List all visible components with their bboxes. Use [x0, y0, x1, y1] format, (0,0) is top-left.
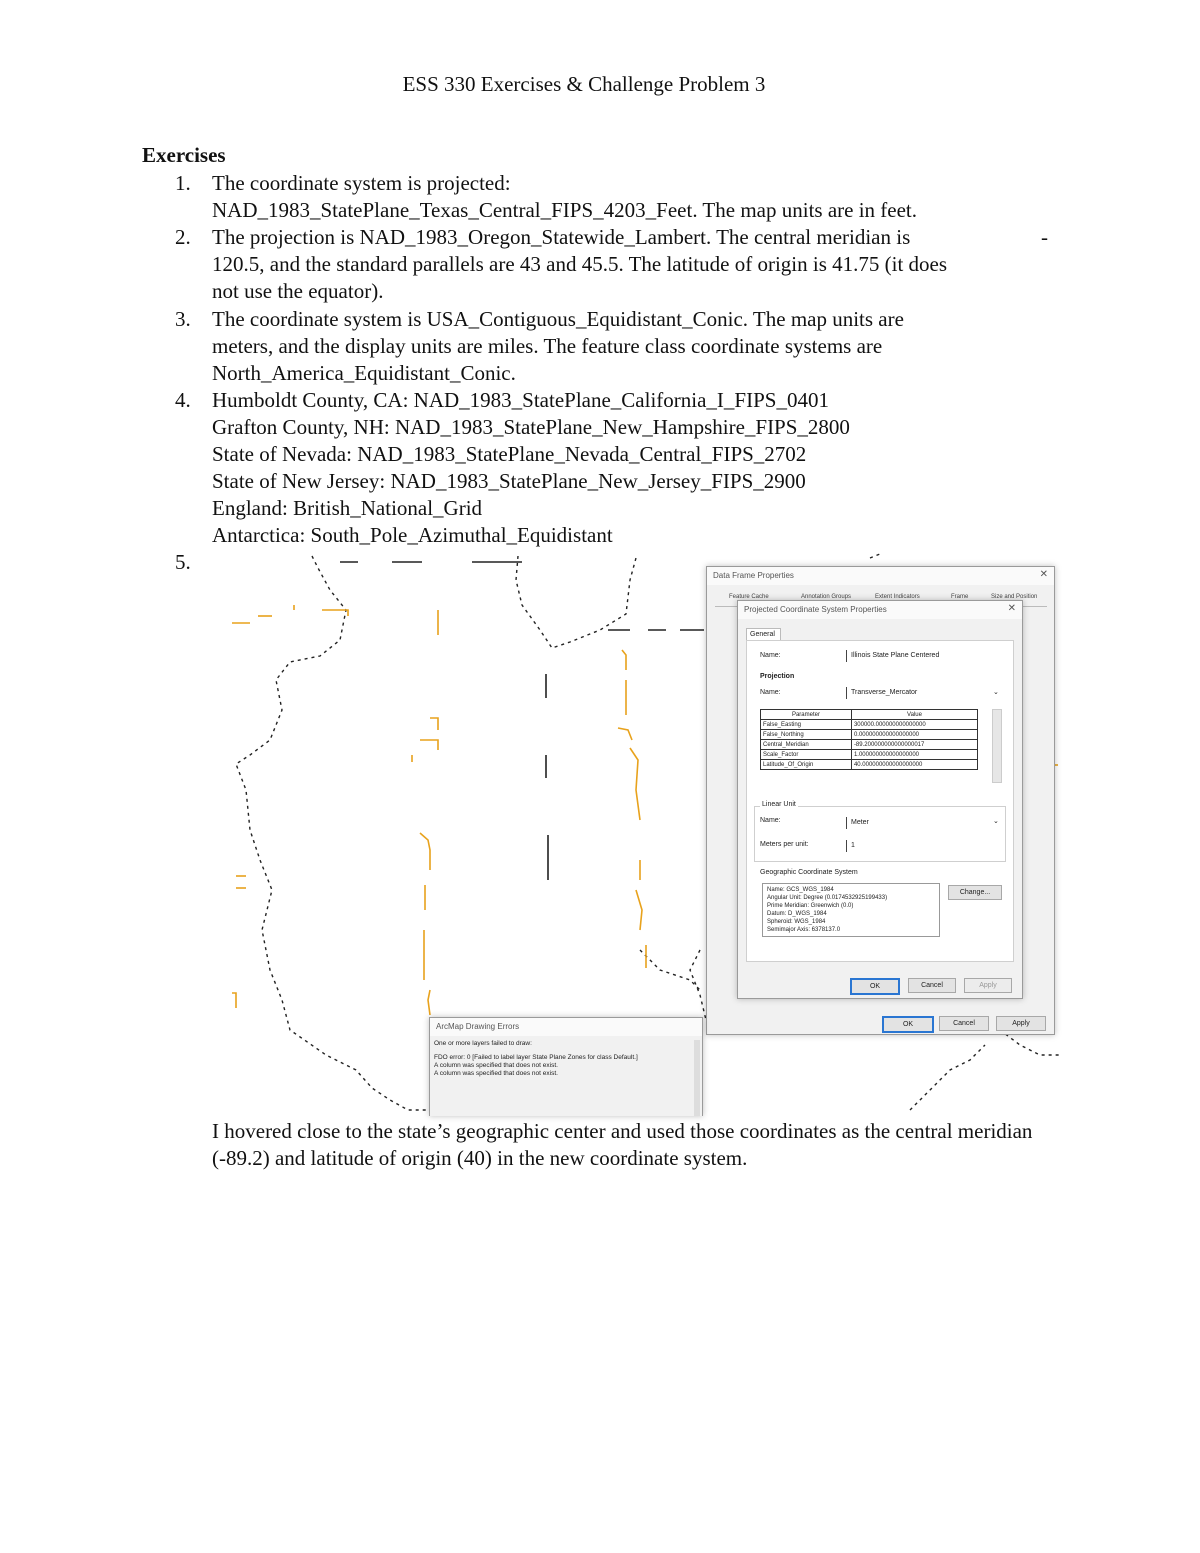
ok-button[interactable]: OK: [882, 1016, 934, 1033]
drawing-errors-dialog: [429, 1017, 703, 1116]
exercise-line: England: British_National_Grid: [212, 496, 483, 520]
gcs-line: Angular Unit: Degree (0.0174532925199433): [767, 895, 888, 901]
tab-general[interactable]: General: [746, 628, 781, 640]
exercise-number: 2.: [175, 225, 191, 249]
error-line: FDO error: 0 [Failed to label layer State Plane Zones for class Default.]: [434, 1054, 638, 1061]
apply-button[interactable]: Apply: [964, 978, 1012, 993]
county-line: [636, 890, 642, 930]
value-header: Value: [851, 710, 977, 720]
parameter-cell: False_Northing: [761, 730, 852, 740]
meters-per-unit-label: Meters per unit:: [760, 841, 809, 848]
table-row[interactable]: [761, 760, 978, 770]
gcs-details: [762, 883, 940, 937]
exercise-line: Humboldt County, CA: NAD_1983_StatePlane_California_I_FIPS_0401: [212, 388, 829, 412]
dialog-title: Projected Coordinate System Properties: [738, 601, 1022, 619]
county-line: [420, 740, 438, 750]
value-cell[interactable]: 1.000000000000000000: [851, 750, 977, 760]
name-label: Name:: [760, 652, 781, 659]
arcmap-screenshot: [0, 550, 1200, 1115]
exercise-number: 1.: [175, 171, 191, 195]
exercise-line: 120.5, and the standard parallels are 43 and 45.5. The latitude of origin is 41.75 (it does: [212, 252, 948, 276]
linear-unit-label: Linear Unit: [762, 801, 796, 808]
county-line: [630, 748, 640, 820]
county-line: [420, 833, 430, 870]
gcs-line: Prime Meridian: Greenwich (0.0): [767, 903, 854, 909]
close-icon[interactable]: ✕: [1039, 569, 1048, 580]
projection-name-label: Name:: [760, 689, 781, 696]
county-line: [622, 650, 626, 670]
exercise-item-2: [175, 224, 1048, 305]
state-boundary: [236, 556, 426, 1110]
exercise-line: State of Nevada: NAD_1983_StatePlane_Nevada_Central_FIPS_2702: [212, 442, 807, 466]
exercise-item-4: [175, 387, 1045, 549]
county-line: [428, 990, 430, 1015]
ok-button[interactable]: OK: [850, 978, 900, 995]
cancel-button[interactable]: Cancel: [908, 978, 956, 993]
river-boundary: [690, 950, 706, 1020]
change-button[interactable]: Change...: [948, 885, 1002, 900]
cancel-button[interactable]: Cancel: [939, 1016, 989, 1031]
projected-cs-properties-dialog: [737, 600, 1023, 999]
meters-per-unit-field[interactable]: 1: [846, 840, 891, 852]
tab-extent-indicators[interactable]: Extent Indicators: [875, 594, 920, 600]
table-scrollbar[interactable]: [992, 709, 1002, 783]
exercise-line: Antarctica: South_Pole_Azimuthal_Equidistant: [212, 523, 613, 547]
gcs-line: Name: GCS_WGS_1984: [767, 887, 834, 893]
table-row[interactable]: [761, 750, 978, 760]
exercise-line: The coordinate system is projected:: [212, 171, 511, 195]
value-cell[interactable]: 0.000000000000000000: [851, 730, 977, 740]
parameter-cell: Latitude_Of_Origin: [761, 760, 852, 770]
exercise-line: The coordinate system is USA_Contiguous_Equidistant_Conic. The map units are: [212, 307, 904, 331]
exercise-line: North_America_Equidistant_Conic.: [212, 361, 516, 385]
linear-unit-panel: [754, 806, 1006, 862]
error-line: A column was specified that does not exist.: [434, 1062, 558, 1069]
error-scrollbar[interactable]: [694, 1040, 700, 1116]
river-boundary: [870, 554, 880, 558]
error-line: One or more layers failed to draw:: [434, 1040, 532, 1047]
tab-size-position[interactable]: Size and Position: [991, 594, 1038, 600]
river-boundary: [640, 950, 700, 990]
exercise-line: State of New Jersey: NAD_1983_StatePlane_New_Jersey_FIPS_2900: [212, 469, 806, 493]
exercise-line: The projection is NAD_1983_Oregon_Statewide_Lambert. The central meridian is -: [212, 225, 1048, 249]
gcs-line: Semimajor Axis: 6378137.0: [767, 927, 841, 933]
trailing-dash: -: [1041, 225, 1048, 249]
exercise-number: 4.: [175, 388, 191, 412]
table-row[interactable]: [761, 730, 978, 740]
projection-label: Projection: [760, 673, 795, 680]
parameter-cell: Scale_Factor: [761, 750, 852, 760]
dialog-title: ArcMap Drawing Errors: [430, 1018, 702, 1036]
county-line: [618, 728, 632, 740]
exercise-item-1: [175, 170, 1045, 224]
tab-frame[interactable]: Frame: [951, 594, 969, 600]
gcs-label: Geographic Coordinate System: [760, 869, 858, 876]
value-cell[interactable]: 300000.000000000000000: [851, 720, 977, 730]
county-line: [322, 610, 348, 616]
table-row[interactable]: [761, 740, 978, 750]
document-title: ESS 330 Exercises & Challenge Problem 3: [402, 72, 766, 96]
chevron-down-icon[interactable]: ⌄: [993, 689, 999, 696]
county-line: [430, 718, 438, 730]
close-icon[interactable]: ✕: [1007, 603, 1016, 614]
exercises-heading: Exercises: [142, 143, 226, 167]
exercise-line: NAD_1983_StatePlane_Texas_Central_FIPS_4203_Feet. The map units are in feet.: [212, 198, 918, 222]
exercise-line: not use the equator).: [212, 279, 384, 303]
exercise-line: meters, and the display units are miles. The feature class coordinate systems are: [212, 334, 883, 358]
exercise-line: Grafton County, NH: NAD_1983_StatePlane_New_Hampshire_FIPS_2800: [212, 415, 850, 439]
state-boundary: [516, 556, 636, 648]
error-message: [434, 1040, 692, 1116]
unit-select[interactable]: Meter: [846, 817, 991, 829]
parameter-cell: Central_Meridian: [761, 740, 852, 750]
exercise-number: 5.: [175, 550, 191, 574]
table-row[interactable]: [761, 720, 978, 730]
tab-annotation-groups[interactable]: Annotation Groups: [801, 594, 852, 600]
dialog-title: Data Frame Properties: [707, 567, 1054, 585]
chevron-down-icon[interactable]: ⌄: [993, 818, 999, 825]
name-field[interactable]: Illinois State Plane Centered: [846, 650, 1001, 662]
value-cell[interactable]: 40.000000000000000000: [851, 760, 977, 770]
error-line: A column was specified that does not exist.: [434, 1070, 558, 1077]
exercise-number: 3.: [175, 307, 191, 331]
projection-select[interactable]: Transverse_Mercator: [846, 687, 991, 699]
parameter-cell: False_Easting: [761, 720, 852, 730]
county-line: [232, 993, 236, 1008]
exercise-5-note: I hovered close to the state’s geographic center and used those coordinates as the central meridian (-89.2) and latitude of origin (40) in the new coordinate system.: [212, 1119, 1033, 1170]
gcs-line: Datum: D_WGS_1984: [767, 911, 827, 917]
river-boundary: [910, 1045, 985, 1110]
unit-name-label: Name:: [760, 817, 781, 824]
gcs-line: Spheroid: WGS_1984: [767, 919, 826, 925]
value-cell[interactable]: -89.200000000000000017: [851, 740, 977, 750]
tab-feature-cache[interactable]: Feature Cache: [729, 594, 769, 600]
apply-button[interactable]: Apply: [996, 1016, 1046, 1031]
exercise-item-3: [175, 306, 1045, 387]
parameter-header: Parameter: [761, 710, 852, 720]
parameter-table: [760, 709, 978, 770]
